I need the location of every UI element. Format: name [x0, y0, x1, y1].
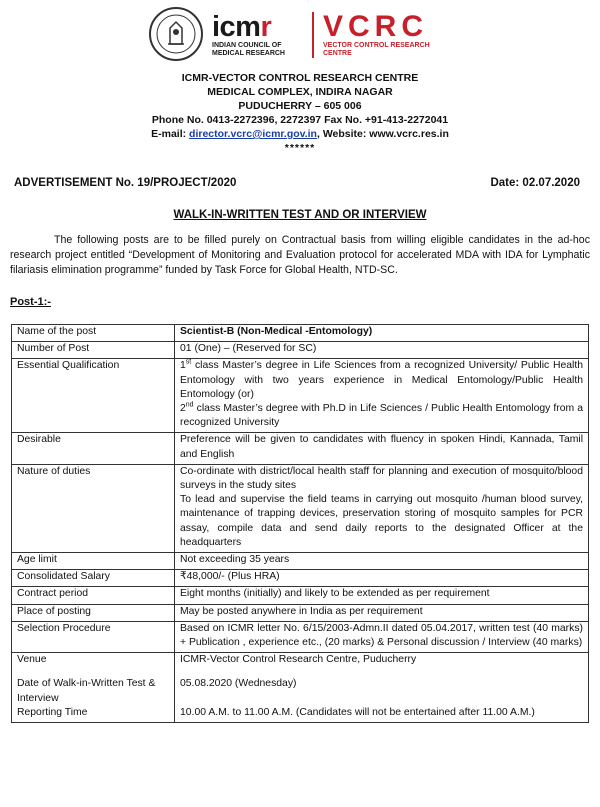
post-name-value: Scientist-B (Non-Medical -Entomology) [175, 325, 589, 342]
advertisement-row [14, 177, 580, 189]
advertisement-date: Date: 02.07.2020 [490, 177, 580, 189]
intro-paragraph: The following posts are to be filled purely on Contractual basis from willing eligible candidates in the ad-hoc research project entitled “Development of Monitoring and Evaluation protocol for accelerated MDA with IDA for Lymphatic filariasis elimination programme” funded by Task Force for Global Health, NTD-SC. [10, 234, 590, 276]
table-row [12, 433, 589, 464]
table-row [12, 325, 589, 342]
contract-value: Eight months (initially) and likely to be extended as per requirement [175, 587, 589, 604]
row-label: Essential Qualification [12, 359, 175, 433]
page-title: WALK-IN-WRITTEN TEST AND OR INTERVIEW [173, 209, 427, 221]
row-label: Number of Post [12, 342, 175, 359]
duty-item-1: Co-ordinate with district/local health staff for planning and execution of mosquito/blood surveys in the study sites [180, 465, 583, 492]
row-label: Consolidated Salary [12, 570, 175, 587]
org-complex: MEDICAL COMPLEX, INDIRA NAGAR [207, 86, 393, 98]
row-label: Age limit [12, 553, 175, 570]
table-row [12, 621, 589, 652]
post-heading: Post-1:- [10, 296, 51, 308]
icmr-emblem-icon [148, 6, 204, 62]
venue-block-labels [12, 653, 175, 723]
row-label: Nature of duties [12, 464, 175, 552]
test-date-value: 05.08.2020 (Wednesday) [180, 678, 297, 690]
icmr-logo-r: r [260, 11, 272, 43]
logo-bar [140, 6, 440, 68]
vcrc-subtitle-2: CENTRE [323, 50, 352, 57]
row-label: Date of Walk-in-Written Test & Interview [17, 678, 156, 704]
email-label: E-mail: [151, 128, 190, 140]
website-text: , Website: www.vcrc.res.in [316, 128, 449, 140]
vcrc-logo [323, 12, 430, 58]
logo-divider [312, 12, 314, 58]
desirable-value: Preference will be given to candidates with fluency in spoken Hindi, Kannada, Tamil and English [175, 433, 589, 464]
org-contact [0, 127, 600, 141]
post-count-value: 01 (One) – (Reserved for SC) [175, 342, 589, 359]
duty-item-2: To lead and supervise the field teams in carrying out mosquito /human blood survey, maintenance of trapping devices, preservation storing of mosquito samples for PCR assay, compile data and send daily reports to the designated Officer at the headquarters [180, 494, 583, 548]
age-value: Not exceeding 35 years [175, 553, 589, 570]
vcrc-logo-text: VCRC [323, 10, 429, 43]
venue-value: ICMR-Vector Control Research Centre, Puducherry [180, 654, 417, 666]
row-label: Desirable [12, 433, 175, 464]
table-row [12, 342, 589, 359]
selection-value: Based on ICMR letter No. 6/15/2003-Admn.II dated 05.04.2017, written test (40 marks) + Publication , experience etc., (20 marks) & Personal discussion / Interview (40 marks) [175, 621, 589, 652]
icmr-logo [212, 12, 285, 58]
org-name: ICMR-VECTOR CONTROL RESEARCH CENTRE [181, 72, 419, 84]
org-city: PUDUCHERRY – 605 006 [238, 100, 362, 112]
row-label: Contract period [12, 587, 175, 604]
org-phone: Phone No. 0413-2272396, 2272397 Fax No. +91-413-2272041 [151, 114, 449, 126]
table-row [12, 587, 589, 604]
table-row [12, 464, 589, 552]
reporting-time-value: 10.00 A.M. to 11.00 A.M. (Candidates will not be entertained after 11.00 A.M.) [180, 706, 535, 718]
row-label: Selection Procedure [12, 621, 175, 652]
table-row [12, 570, 589, 587]
row-label: Place of posting [12, 604, 175, 621]
separator-stars: ****** [284, 142, 316, 154]
table-row [12, 604, 589, 621]
qualification-value [175, 359, 589, 433]
vcrc-subtitle-1: VECTOR CONTROL RESEARCH [323, 42, 430, 49]
advertisement-number: ADVERTISEMENT No. 19/PROJECT/2020 [14, 177, 237, 189]
posting-value: May be posted anywhere in India as per requirement [175, 604, 589, 621]
table-row [12, 653, 589, 723]
letterhead [0, 71, 600, 155]
qualification-option-2: 2nd class Master’s degree with Ph.D in Life Sciences / Public Health Entomology from a recognized University [180, 401, 583, 429]
email-link[interactable]: director.vcrc@icmr.gov.in [189, 128, 317, 140]
icmr-subtitle-2: MEDICAL RESEARCH [212, 50, 285, 57]
table-row [12, 553, 589, 570]
duties-value [175, 464, 589, 552]
icmr-logo-text: icm [212, 11, 261, 43]
venue-block-values [175, 653, 589, 723]
salary-value: ₹48,000/- (Plus HRA) [175, 570, 589, 587]
row-label: Reporting Time [17, 706, 88, 718]
row-label: Name of the post [12, 325, 175, 342]
row-label: Venue [17, 654, 47, 666]
table-row [12, 359, 589, 433]
qualification-option-1: 1st class Master’s degree in Life Sciences from a recognized University/ Public Health Entomology with two years experience in Medical Entomology/Public Health Entomology (or) [180, 358, 583, 400]
icmr-subtitle-1: INDIAN COUNCIL OF [212, 42, 282, 49]
post-details-table [11, 324, 589, 723]
